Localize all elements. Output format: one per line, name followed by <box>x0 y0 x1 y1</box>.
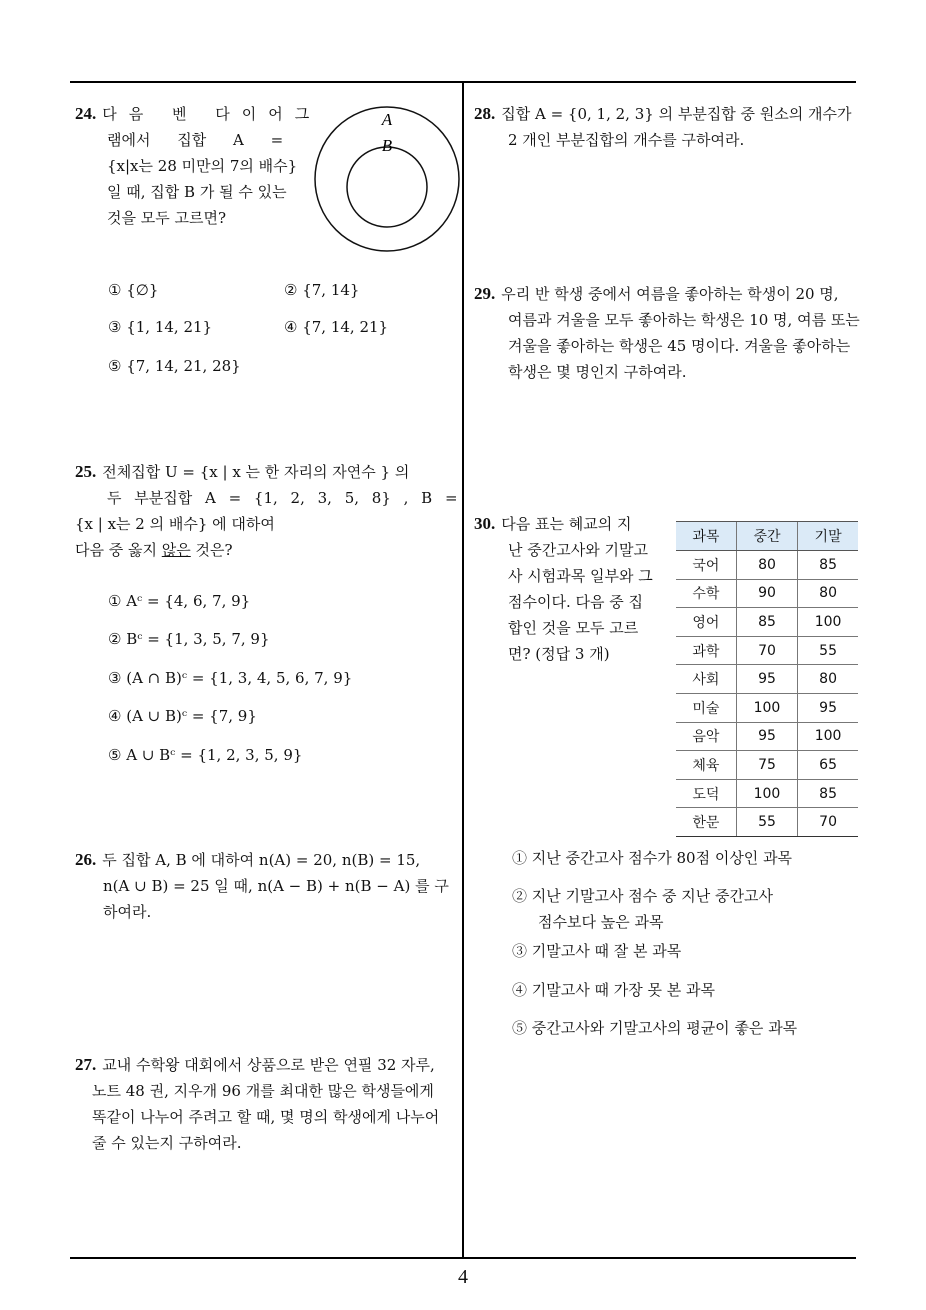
q25-option-2[interactable]: ② Bᶜ = {1, 3, 5, 7, 9} <box>108 630 270 648</box>
question-27-line-3: 똑같이 나누어 주려고 할 때, 몇 명의 학생에게 나누어 <box>92 1108 440 1126</box>
table-row: 미술 100 95 <box>676 693 858 722</box>
table-row: 도덕 100 85 <box>676 779 858 808</box>
table-row: 체육 75 65 <box>676 751 858 780</box>
q25-option-1[interactable]: ① Aᶜ = {4, 6, 7, 9} <box>108 592 251 610</box>
venn-diagram <box>314 104 460 254</box>
column-divider <box>462 82 464 1258</box>
question-24-line-3: {x|x는 28 미만의 7의 배수} <box>107 157 298 175</box>
page-number: 4 <box>458 1266 468 1288</box>
q24-option-4[interactable]: ④ {7, 14, 21} <box>284 318 389 336</box>
question-24-line-4: 일 때, 집합 B 가 될 수 있는 <box>107 183 287 201</box>
question-29-line-3: 겨울을 좋아하는 학생은 45 명이다. 겨울을 좋아하는 <box>508 337 851 355</box>
question-30 <box>474 511 664 667</box>
question-27-line-2: 노트 48 권, 지우개 96 개를 최대한 많은 학생들에게 <box>92 1082 434 1100</box>
table-row: 과학 70 55 <box>676 636 858 665</box>
question-25-line-1: 25. 전체집합 U = {x | x 는 한 자리의 자연수 } 의 <box>75 462 410 481</box>
question-27-line-4: 줄 수 있는지 구하여라. <box>92 1134 242 1152</box>
question-24-line-5: 것을 모두 고르면? <box>107 209 227 227</box>
question-25-line-4: 다음 중 옳지 않은 것은? <box>75 541 233 559</box>
question-27-number: 27. <box>75 1055 97 1074</box>
header-subject: 과목 <box>676 522 736 551</box>
question-30-line-2: 난 중간고사와 기말고 <box>508 541 648 559</box>
question-30-line-1: 30. 다음 표는 혜교의 지 <box>474 514 632 533</box>
question-29-number: 29. <box>474 284 496 303</box>
table-row: 국어 80 85 <box>676 551 858 580</box>
header-midterm: 중간 <box>736 522 797 551</box>
bottom-rule <box>70 1257 856 1259</box>
question-29-line-1: 29. 우리 반 학생 중에서 여름을 좋아하는 학생이 20 명, <box>474 284 839 303</box>
q30-option-3[interactable]: ③ 기말고사 때 잘 본 과목 <box>512 942 682 960</box>
question-24-line-2: 램에서 집합 A = <box>107 131 284 149</box>
question-24-line-1: 24. 다음 벤 다이어그 <box>75 104 322 123</box>
question-30-number: 30. <box>474 514 496 533</box>
q30-option-2-continued: 점수보다 높은 과목 <box>538 913 664 931</box>
q24-option-2[interactable]: ② {7, 14} <box>284 281 360 299</box>
question-29 <box>474 281 864 385</box>
question-30-line-3: 사 시험과목 일부와 그 <box>508 567 653 585</box>
venn-inner-circle <box>347 147 427 227</box>
question-27-line-1: 27. 교내 수학왕 대회에서 상품으로 받은 연필 32 자루, <box>75 1055 435 1074</box>
table-row: 음악 95 100 <box>676 722 858 751</box>
q30-option-4[interactable]: ④ 기말고사 때 가장 못 본 과목 <box>512 981 715 999</box>
q25-option-3[interactable]: ③ (A ∩ B)ᶜ = {1, 3, 4, 5, 6, 7, 9} <box>108 669 353 687</box>
question-28 <box>474 101 864 153</box>
q24-option-3[interactable]: ③ {1, 14, 21} <box>108 318 213 336</box>
question-28-number: 28. <box>474 104 496 123</box>
q25-option-5[interactable]: ⑤ A ∪ Bᶜ = {1, 2, 3, 5, 9} <box>108 746 303 764</box>
question-26-line-3: 하여라. <box>103 903 152 921</box>
question-29-line-4: 학생은 몇 명인지 구하여라. <box>508 363 687 381</box>
score-table-header <box>676 522 858 551</box>
question-30-line-5: 합인 것을 모두 고르 <box>508 619 639 637</box>
venn-label-a: A <box>381 110 393 129</box>
q30-option-5[interactable]: ⑤ 중간고사와 기말고사의 평균이 좋은 과목 <box>512 1019 798 1037</box>
question-25-number: 25. <box>75 462 97 481</box>
q25-option-4[interactable]: ④ (A ∪ B)ᶜ = {7, 9} <box>108 707 257 725</box>
question-25 <box>75 459 458 563</box>
question-27 <box>75 1052 460 1156</box>
question-24 <box>75 101 322 231</box>
q30-option-2[interactable]: ② 지난 기말고사 점수 중 지난 중간고사 <box>512 887 773 905</box>
question-30-line-4: 점수이다. 다음 중 집 <box>508 593 643 611</box>
underlined-not: 않은 <box>161 541 191 559</box>
table-row: 사회 95 80 <box>676 665 858 694</box>
question-30-line-6: 면? (정답 3 개) <box>508 645 610 663</box>
q24-option-5[interactable]: ⑤ {7, 14, 21, 28} <box>108 357 241 375</box>
venn-label-b: B <box>381 136 393 155</box>
score-table <box>676 521 858 837</box>
question-29-line-2: 여름과 겨울을 모두 좋아하는 학생은 10 명, 여름 또는 <box>508 311 860 329</box>
q24-option-1[interactable]: ① {∅} <box>108 281 159 299</box>
question-26 <box>75 847 460 925</box>
header-final: 기말 <box>798 522 858 551</box>
table-row: 한문 55 70 <box>676 808 858 837</box>
question-26-line-2: n(A ∪ B) = 25 일 때, n(A − B) + n(B − A) 를 구 <box>103 877 449 895</box>
question-25-line-3: {x | x는 2 의 배수} 에 대하여 <box>75 515 275 533</box>
question-24-number: 24. <box>75 104 97 123</box>
question-25-line-2: 두 부분집합 A = {1, 2, 3, 5, 8} , B = <box>107 489 458 507</box>
q30-option-1[interactable]: ① 지난 중간고사 점수가 80점 이상인 과목 <box>512 849 793 867</box>
table-row: 수학 90 80 <box>676 579 858 608</box>
question-26-number: 26. <box>75 850 97 869</box>
table-row: 영어 85 100 <box>676 608 858 637</box>
question-26-line-1: 26. 두 집합 A, B 에 대하여 n(A) = 20, n(B) = 15, <box>75 850 421 869</box>
question-28-line-2: 2 개인 부분집합의 개수를 구하여라. <box>508 131 745 149</box>
question-28-line-1: 28. 집합 A = {0, 1, 2, 3} 의 부분집합 중 원소의 개수가 <box>474 104 852 123</box>
